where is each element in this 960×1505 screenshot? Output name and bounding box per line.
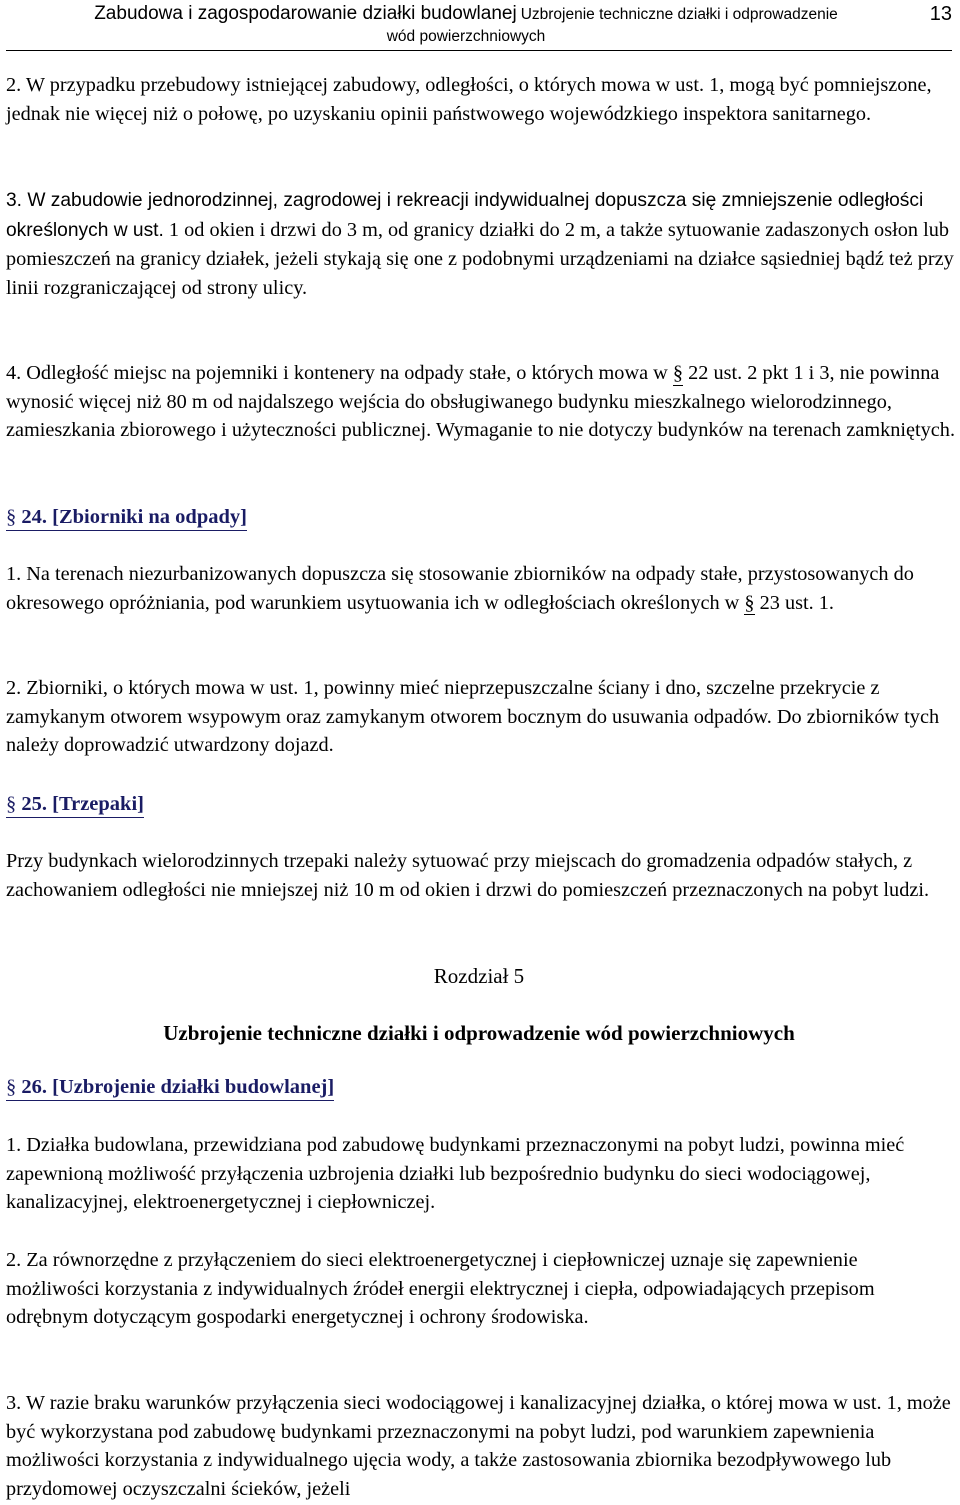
paragraph-zbiorniki-1-part2: 23 ust. 1.	[754, 591, 834, 614]
section-symbol: §	[6, 1076, 17, 1098]
paragraph-pojemniki	[6, 359, 956, 445]
paragraph-zbiorniki-2: 2. Zbiorniki, o których mowa w ust. 1, powinny mieć nieprzepuszczalne ściany i dno, szczelne przekrycie z zamykanym otworem wsypowym oraz zamykanym otworem bocznym do usuwania odpadów. Do zbiorników tych należy doprowadzić utwardzony dojazd.	[6, 677, 940, 757]
chapter-number: Rozdział 5	[433, 964, 525, 988]
heading-underline	[6, 817, 144, 818]
section-symbol: §	[6, 793, 17, 815]
paragraph-zbiorniki-1	[6, 560, 956, 617]
paragraph-trzepaki: Przy budynkach wielorodzinnych trzepaki należy sytuować przy miejscach do gromadzenia odpadów stałych, z zachowaniem odległości nie mniejszej niż 10 m od okien i drzwi do pomieszczeń przeznaczonych na pobyt ludzi.	[6, 850, 930, 901]
page-header	[6, 2, 952, 51]
section-heading-24-wrap	[6, 503, 247, 531]
page-number: 13	[929, 3, 952, 25]
header-subtitle-line2: wód powierzchniowych	[386, 28, 546, 45]
paragraph-uzbrojenie-2: 2. Za równorzędne z przyłączeniem do sieci elektroenergetycznej i ciepłowniczej uznaje się zapewnienie możliwości korzystania z indywidualnych źródeł energii elektrycznej i ciepła, odpowiadających przepisom odrębnym dotyczącym gospodarki energetycznej i ochrony środowiska.	[6, 1249, 875, 1329]
section-heading-26	[6, 1073, 956, 1101]
section-heading-25	[6, 790, 956, 818]
section-symbol: §	[673, 359, 683, 388]
section-symbol: §	[744, 589, 754, 618]
paragraph-pojemniki-part1: 4. Odległość miejsc na pojemniki i kontenery na odpady stałe, o których mowa w	[6, 362, 668, 384]
chapter-title: Uzbrojenie techniczne działki i odprowadzenie wód powierzchniowych	[163, 1021, 795, 1045]
section-heading-26-wrap	[6, 1073, 334, 1101]
section-heading-24	[6, 503, 956, 531]
paragraph-zbiorniki-1-part1: 1. Na terenach niezurbanizowanych dopuszcza się stosowanie zbiorników na odpady stałe, przystosowanych do okresowego opróżniania, pod warunkiem usytuowania ich w odległościach określonych w	[6, 563, 914, 614]
paragraph-pojemniki-part2: 22 ust. 2 pkt 1 i 3, nie powinna wynosić więcej niż 80 m od najdalszego wejścia do obsługiwanego budynku mieszkalnego wielorodzinnego, zamieszkania zbiorowego i użyteczności publicznej. Wymaganie to nie dotyczy budynków na terenach zamkniętych.	[6, 362, 956, 442]
paragraph-uzbrojenie-1: 1. Działka budowlana, przewidziana pod zabudowę budynkami przeznaczonymi na pobyt ludzi, powinna mieć zapewnioną możliwość przyłączenia uzbrojenia działki lub bezpośrednio budynku do sieci wodociągowej, kanalizacyjnej, elektroenergetycznej i ciepłowniczej.	[6, 1134, 905, 1214]
section-heading-26-text: 26. [Uzbrojenie działki budowlanej]	[16, 1076, 335, 1098]
section-heading-25-text: 25. [Trzepaki]	[16, 793, 144, 815]
paragraph-zabudowa-part2: 1 od okien i drzwi do 3 m, od granicy działki do 2 m, a także sytuowanie zadaszonych osłon lub pomieszczeń na granicy działek, jeżeli stykają się one z podobnymi urządzeniami na działce sąsiedniej bądź też przy linii rozgraniczającej od strony ulicy.	[6, 218, 954, 300]
paragraph-przebudowa: 2. W przypadku przebudowy istniejącej zabudowy, odległości, o których mowa w ust. 1, mogą być pomniejszone, jednak nie więcej niż o połowę, po uzyskaniu opinii państwowego wojewódzkiego inspektora sanitarnego.	[6, 74, 932, 125]
paragraph-zabudowa-part1: 3. W zabudowie jednorodzinnej, zagrodowej i rekreacji indywidualnej dopuszcza się zmniejszenie odległości określonych w ust.	[6, 190, 924, 241]
heading-underline	[6, 1100, 334, 1101]
header-text	[6, 3, 926, 48]
header-subtitle: Uzbrojenie techniczne działki i odprowadzenie	[520, 6, 838, 23]
heading-underline	[6, 530, 247, 531]
paragraph-uzbrojenie-3: 3. W razie braku warunków przyłączenia sieci wodociągowej i kanalizacyjnej działka, o której mowa w ust. 1, może być wykorzystana pod zabudowę budynkami przeznaczonymi na pobyt ludzi, pod warunkiem zapewnienia możliwości korzystania z indywidualnego ujęcia wody, a także zastosowania zbiornika bezodpływowego lub przydomowej oczyszczalni ścieków, jeżeli	[6, 1392, 951, 1501]
header-title: Zabudowa i zagospodarowanie działki budowlanej	[94, 3, 517, 24]
section-heading-25-wrap	[6, 790, 144, 818]
paragraph-zabudowa-jednorodzinna	[6, 186, 956, 303]
section-heading-24-text: 24. [Zbiorniki na odpady]	[16, 506, 247, 528]
section-symbol: §	[6, 506, 17, 528]
